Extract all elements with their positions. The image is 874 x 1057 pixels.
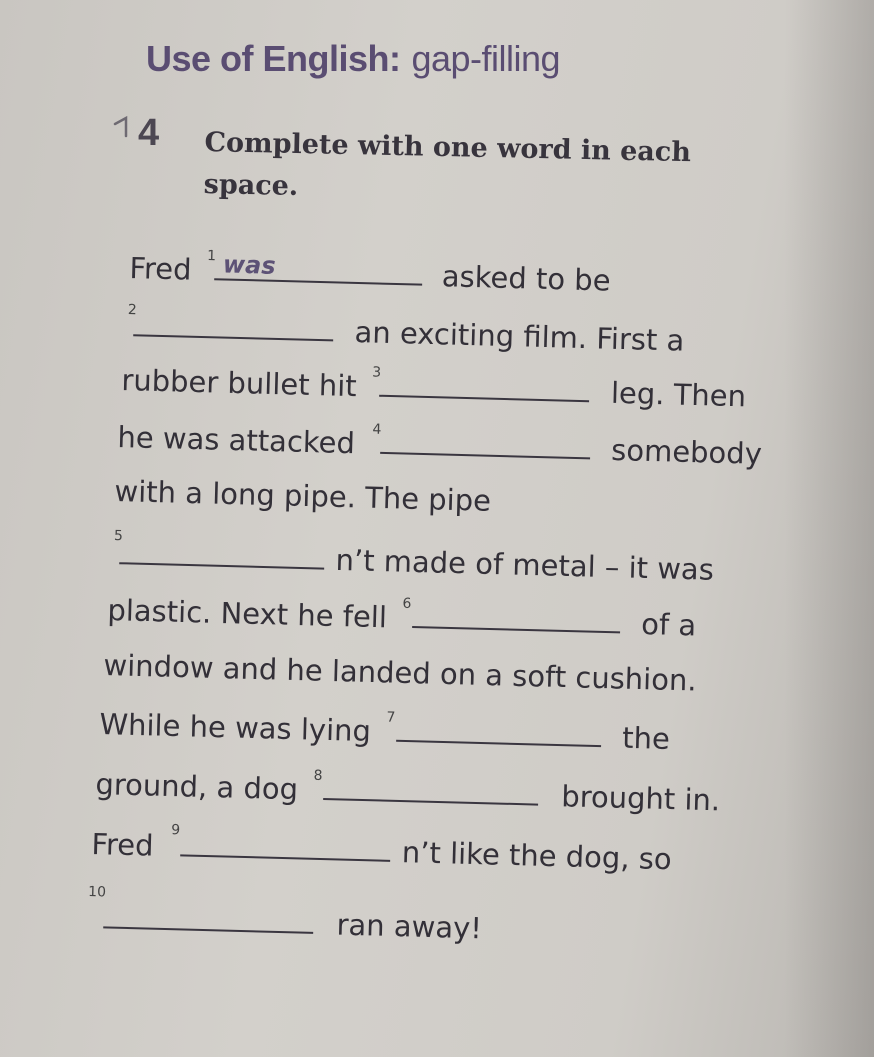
gap-number: 5 bbox=[113, 528, 124, 545]
text-segment: with a long pipe. The pipe bbox=[114, 474, 492, 518]
instruction-line-2: space. bbox=[203, 168, 299, 202]
gap-number: 3 bbox=[372, 364, 382, 381]
text-segment: brought in. bbox=[560, 779, 721, 818]
text-segment: asked to be bbox=[441, 259, 612, 298]
gap-number: 1 bbox=[206, 248, 217, 265]
gap-2[interactable] bbox=[127, 302, 334, 341]
text-segment: plastic. Next he fell bbox=[107, 592, 388, 635]
text-segment: somebody bbox=[610, 432, 763, 471]
text-line-2 bbox=[125, 302, 685, 361]
text-line-6 bbox=[111, 528, 715, 590]
text-segment: Fred bbox=[129, 250, 193, 287]
gap-number: 10 bbox=[87, 884, 107, 901]
text-segment: While he was lying bbox=[99, 706, 372, 749]
gap-answer-handwritten: was bbox=[222, 250, 276, 280]
gap-7[interactable] bbox=[386, 709, 602, 747]
text-line-12 bbox=[87, 884, 483, 948]
gap-number: 6 bbox=[402, 595, 412, 612]
text-line-10 bbox=[95, 764, 721, 820]
gap-number: 7 bbox=[386, 709, 396, 726]
text-line-3 bbox=[121, 360, 747, 416]
text-segment: rubber bullet hit bbox=[121, 362, 358, 404]
section-title bbox=[146, 38, 560, 80]
text-line-1 bbox=[129, 248, 611, 301]
text-segment: window and he landed on a soft cushion. bbox=[103, 648, 698, 698]
gap-number: 8 bbox=[313, 767, 323, 784]
text-line-9 bbox=[99, 704, 670, 759]
gap-number: 4 bbox=[372, 421, 382, 438]
gap-6[interactable] bbox=[402, 595, 621, 633]
gap-4[interactable] bbox=[372, 421, 591, 459]
text-segment: ran away! bbox=[336, 907, 483, 946]
pencil-tick-icon bbox=[112, 108, 134, 138]
gap-number: 2 bbox=[127, 302, 138, 319]
text-segment: an exciting film. First a bbox=[354, 314, 685, 358]
text-line-5 bbox=[114, 474, 491, 524]
text-segment: of a bbox=[640, 606, 697, 643]
gap-1[interactable] bbox=[206, 248, 424, 285]
text-segment: he was attacked bbox=[117, 419, 356, 461]
text-segment: the bbox=[621, 720, 671, 756]
text-segment: leg. Then bbox=[610, 375, 747, 414]
gap-10[interactable] bbox=[87, 884, 314, 933]
instruction-line-1: Complete with one word in each bbox=[204, 126, 692, 169]
gap-8[interactable] bbox=[313, 767, 539, 806]
text-segment: Fred bbox=[91, 826, 155, 863]
text-line-7 bbox=[107, 590, 697, 645]
gap-5[interactable] bbox=[113, 528, 325, 569]
page-edge-shadow bbox=[784, 0, 874, 1057]
gap-3[interactable] bbox=[372, 364, 591, 402]
exercise-number: 4 bbox=[138, 112, 160, 154]
section-title-bold: Use of English: bbox=[146, 38, 401, 79]
gap-9[interactable] bbox=[170, 822, 392, 861]
text-line-11 bbox=[91, 824, 672, 879]
exercise-instruction bbox=[203, 122, 785, 218]
text-segment: n’t made of metal – it was bbox=[335, 542, 715, 587]
text-segment: ground, a dog bbox=[95, 766, 299, 807]
gap-number: 9 bbox=[170, 822, 181, 839]
text-line-8 bbox=[103, 648, 697, 704]
text-segment: n’t like the dog, so bbox=[401, 835, 673, 877]
section-title-subtitle: gap-filling bbox=[411, 38, 561, 79]
text-line-4 bbox=[117, 417, 762, 474]
